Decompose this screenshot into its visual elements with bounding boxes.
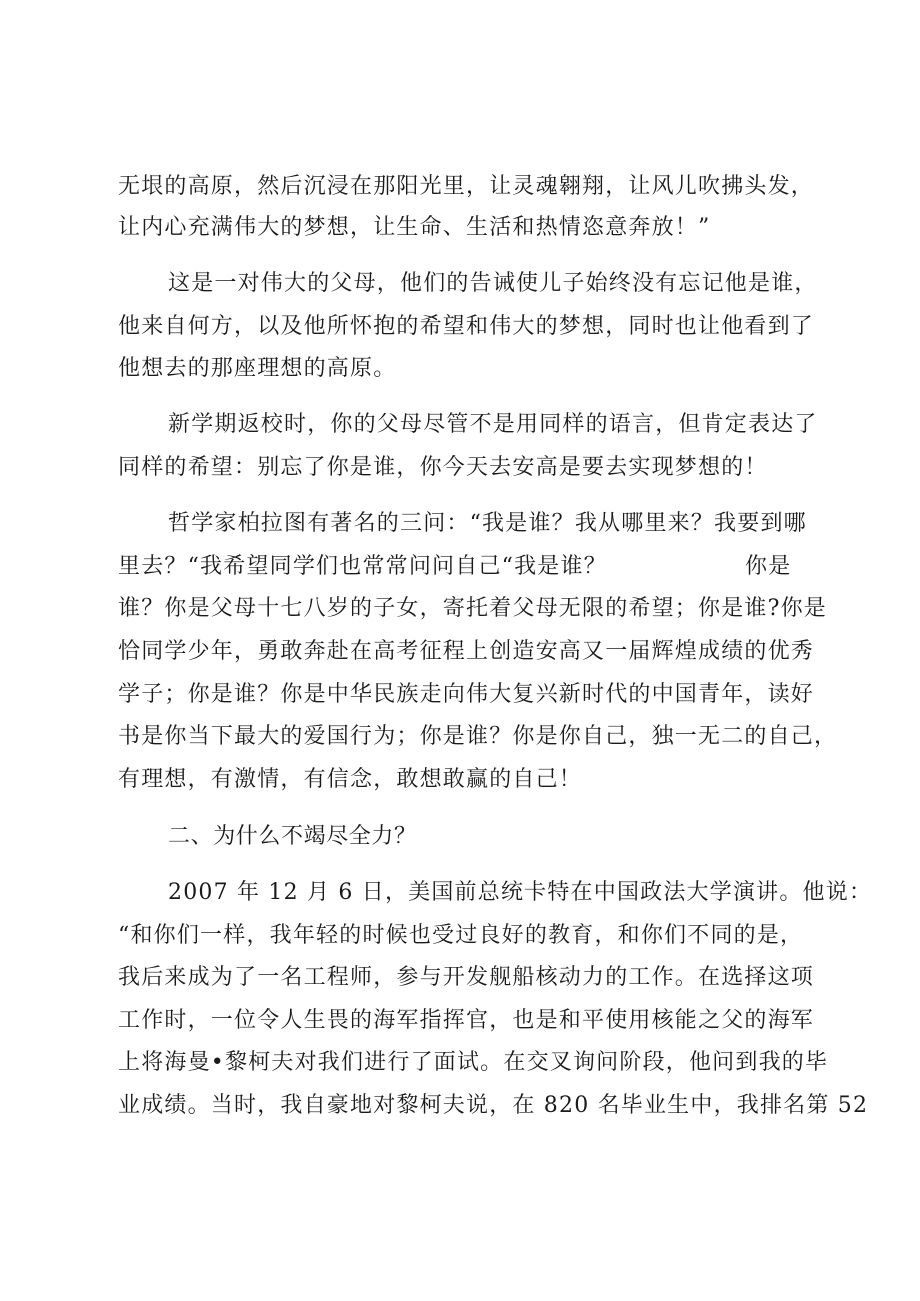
paragraph-5-line-1: 2007 年 12 月 6 日，美国前总统卡特在中国政法大学演讲。他说：: [168, 880, 873, 905]
paragraph-4-line-6: 书是你当下最大的爱国行为；你是谁？你是你自己，独一无二的自己，: [118, 724, 838, 749]
paragraph-4-line-5: 学子；你是谁？你是中华民族走向伟大复兴新时代的中国青年，读好: [118, 682, 815, 707]
paragraph-5-line-4: 工作时，一位令人生畏的海军指挥官，也是和平使用核能之父的海军: [118, 1008, 815, 1033]
paragraph-5-line-3: 我后来成为了一名工程师，参与开发舰船核动力的工作。在选择这项: [118, 965, 815, 990]
paragraph-1-line-1: 无垠的高原，然后沉浸在那阳光里，让灵魂翱翔，让风儿吹拂头发，: [118, 174, 815, 199]
paragraph-4-line-4: 恰同学少年，勇敢奔赴在高考征程上创造安高又一届辉煌成绩的优秀: [118, 639, 815, 664]
paragraph-3-line-1: 新学期返校时，你的父母尽管不是用同样的语言，但肯定表达了: [168, 412, 818, 437]
paragraph-5-line-6: 业成绩。当时，我自豪地对黎柯夫说，在 820 名毕业生中，我排名第 52: [118, 1093, 869, 1118]
paragraph-2-line-1: 这是一对伟大的父母，他们的告诫使儿子始终没有忘记他是谁，: [168, 271, 818, 296]
paragraph-5-line-5: 上将海曼•黎柯夫对我们进行了面试。在交叉询问阶段，他问到我的毕: [118, 1050, 829, 1075]
paragraph-2-line-3: 他想去的那座理想的高原。: [118, 356, 397, 381]
paragraph-1-line-2: 让内心充满伟大的梦想，让生命、生活和热情恣意奔放！”: [118, 215, 711, 240]
paragraph-4-line-2-tail: 你是: [745, 554, 792, 579]
paragraph-3-line-2: 同样的希望：别忘了你是谁，你今天去安高是要去实现梦想的！: [118, 455, 768, 480]
paragraph-4-line-3: 谁？你是父母十七八岁的子女，寄托着父母无限的希望；你是谁?你是: [118, 596, 827, 621]
paragraph-2-line-2: 他来自何方，以及他所怀抱的希望和伟大的梦想，同时也让他看到了: [118, 314, 815, 339]
paragraph-4-line-7: 有理想，有激情，有信念，敢想敢赢的自己！: [118, 767, 583, 792]
section-heading: 二、为什么不竭尽全力？: [168, 824, 417, 849]
paragraph-4-line-2: 里去？“我希望同学们也常常问问自己“我是谁？: [118, 554, 607, 579]
paragraph-5-line-2: “和你们一样，我年轻的时候也受过良好的教育，和你们不同的是，: [118, 923, 804, 948]
paragraph-4-line-1: 哲学家柏拉图有著名的三问：“我是谁？我从哪里来？我要到哪: [168, 511, 807, 536]
